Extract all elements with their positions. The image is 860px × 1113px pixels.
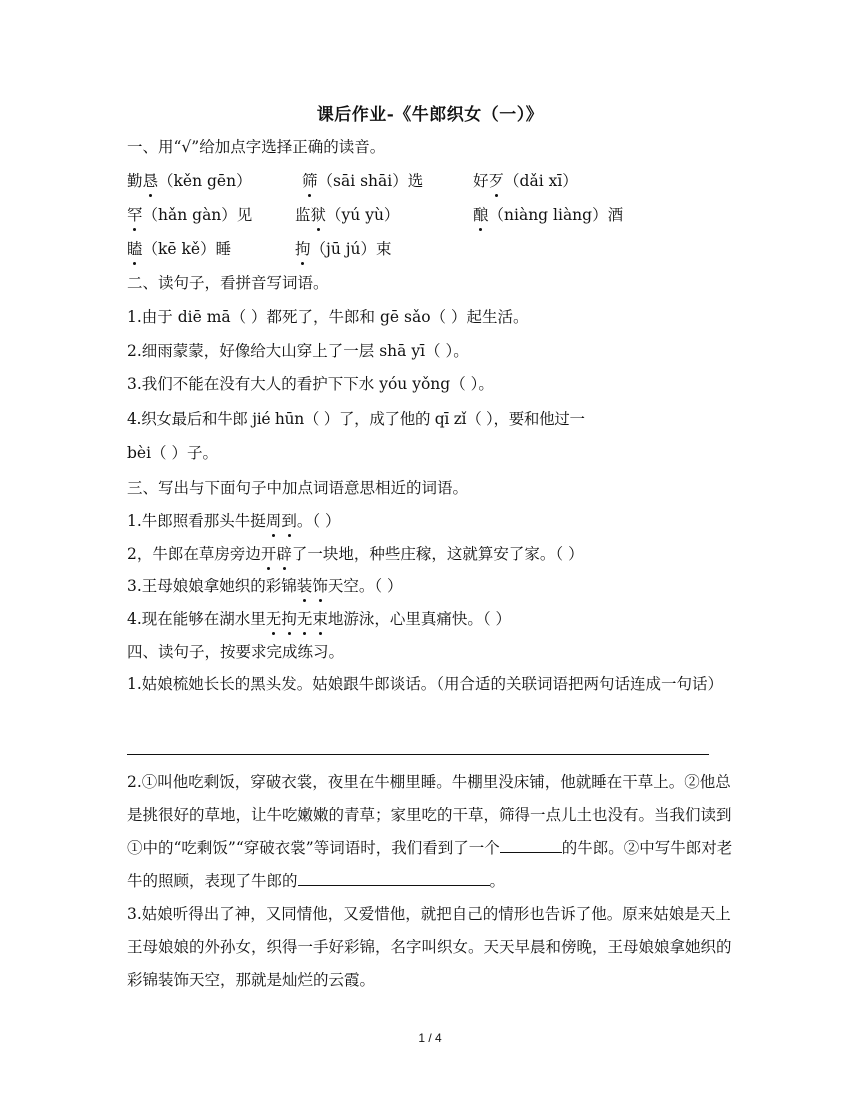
section2-question-3: 3.我们不能在没有大人的看护下下水 yóu yǒng（ ）。 — [127, 375, 494, 393]
pinyin-item: 酿（niàng liàng）酒 — [473, 206, 624, 224]
section4-question-1: 1.姑娘梳她长长的黑头发。姑娘跟牛郎谈话。（用合适的关联词语把两句话连成一句话） — [127, 675, 724, 693]
answer-line — [127, 754, 709, 755]
pinyin-item: 罕（hǎn gàn）见 — [127, 206, 253, 224]
section2-question-4a: 4.织女最后和牛郎 jié hūn（ ）了，成了他的 qī zǐ（ ），要和他过一 — [127, 410, 585, 428]
page-number: 1 / 4 — [418, 1031, 442, 1045]
pinyin-item: 筛（sāi shāi）选 — [302, 172, 424, 190]
section2-heading: 二、读句子，看拼音写词语。 — [127, 274, 329, 292]
pinyin-item: 勤恳（kěn gēn） — [127, 172, 252, 190]
pinyin-item: 拘（jū jú）束 — [295, 240, 392, 258]
section4-question-2: 2.①叫他吃剩饭，穿破衣裳，夜里在牛棚里睡。牛棚里没床铺，他就睡在干草上。②他总是挑很好的草地，让牛吃嫩嫩的青草；家里吃的干草，筛得一点儿土也没有。当我们读到①中的“吃剩饭”“穿破衣裳”等词语时，我们看到了一个 的牛郎。②中写牛郎对老牛的照顾，表现了牛郎的 。 — [127, 773, 733, 890]
pinyin-item: 好歹（dǎi xī） — [473, 172, 578, 190]
section2-question-1: 1.由于 diē mā（ ）都死了，牛郎和 gē sǎo（ ）起生活。 — [127, 308, 529, 326]
section4-question-3: 3.姑娘听得出了神，又同情他，又爱惜他，就把自己的情形也告诉了他。原来姑娘是天上王母娘娘的外孙女，织得一手好彩锦，名字叫织女。天天早晨和傍晚，王母娘娘拿她织的彩锦装饰天空，那就是灿烂的云霞。 — [127, 905, 732, 989]
section1-heading: 一、用“√”给加点字选择正确的读音。 — [127, 138, 386, 156]
section3-question-4: 4.现在能够在湖水里无拘无束地游泳，心里真痛快。（ ） — [127, 610, 512, 628]
answer-blank[interactable] — [500, 836, 562, 853]
answer-blank[interactable] — [298, 869, 490, 886]
pinyin-item: 瞌（kē kě）睡 — [127, 240, 232, 258]
section2-question-2: 2.细雨蒙蒙，好像给大山穿上了一层 shā yī（ ）。 — [127, 342, 469, 360]
section3-question-3: 3.王母娘娘拿她织的彩锦装饰天空。（ ） — [127, 577, 403, 595]
section3-question-1: 1.牛郎照看那头牛挺周到。（ ） — [127, 512, 341, 530]
section2-question-4b: bèi（ ）子。 — [127, 444, 218, 462]
section3-question-2: 2，牛郎在草房旁边开辟了一块地，种些庄稼，这就算安了家。（ ） — [127, 545, 584, 563]
page-title: 课后作业-《牛郎织女（一）》 — [316, 105, 544, 125]
pinyin-item: 监狱（yú yù） — [295, 206, 400, 224]
section4-heading: 四、读句子，按要求完成练习。 — [127, 643, 345, 661]
section3-heading: 三、写出与下面句子中加点词语意思相近的词语。 — [127, 479, 469, 497]
